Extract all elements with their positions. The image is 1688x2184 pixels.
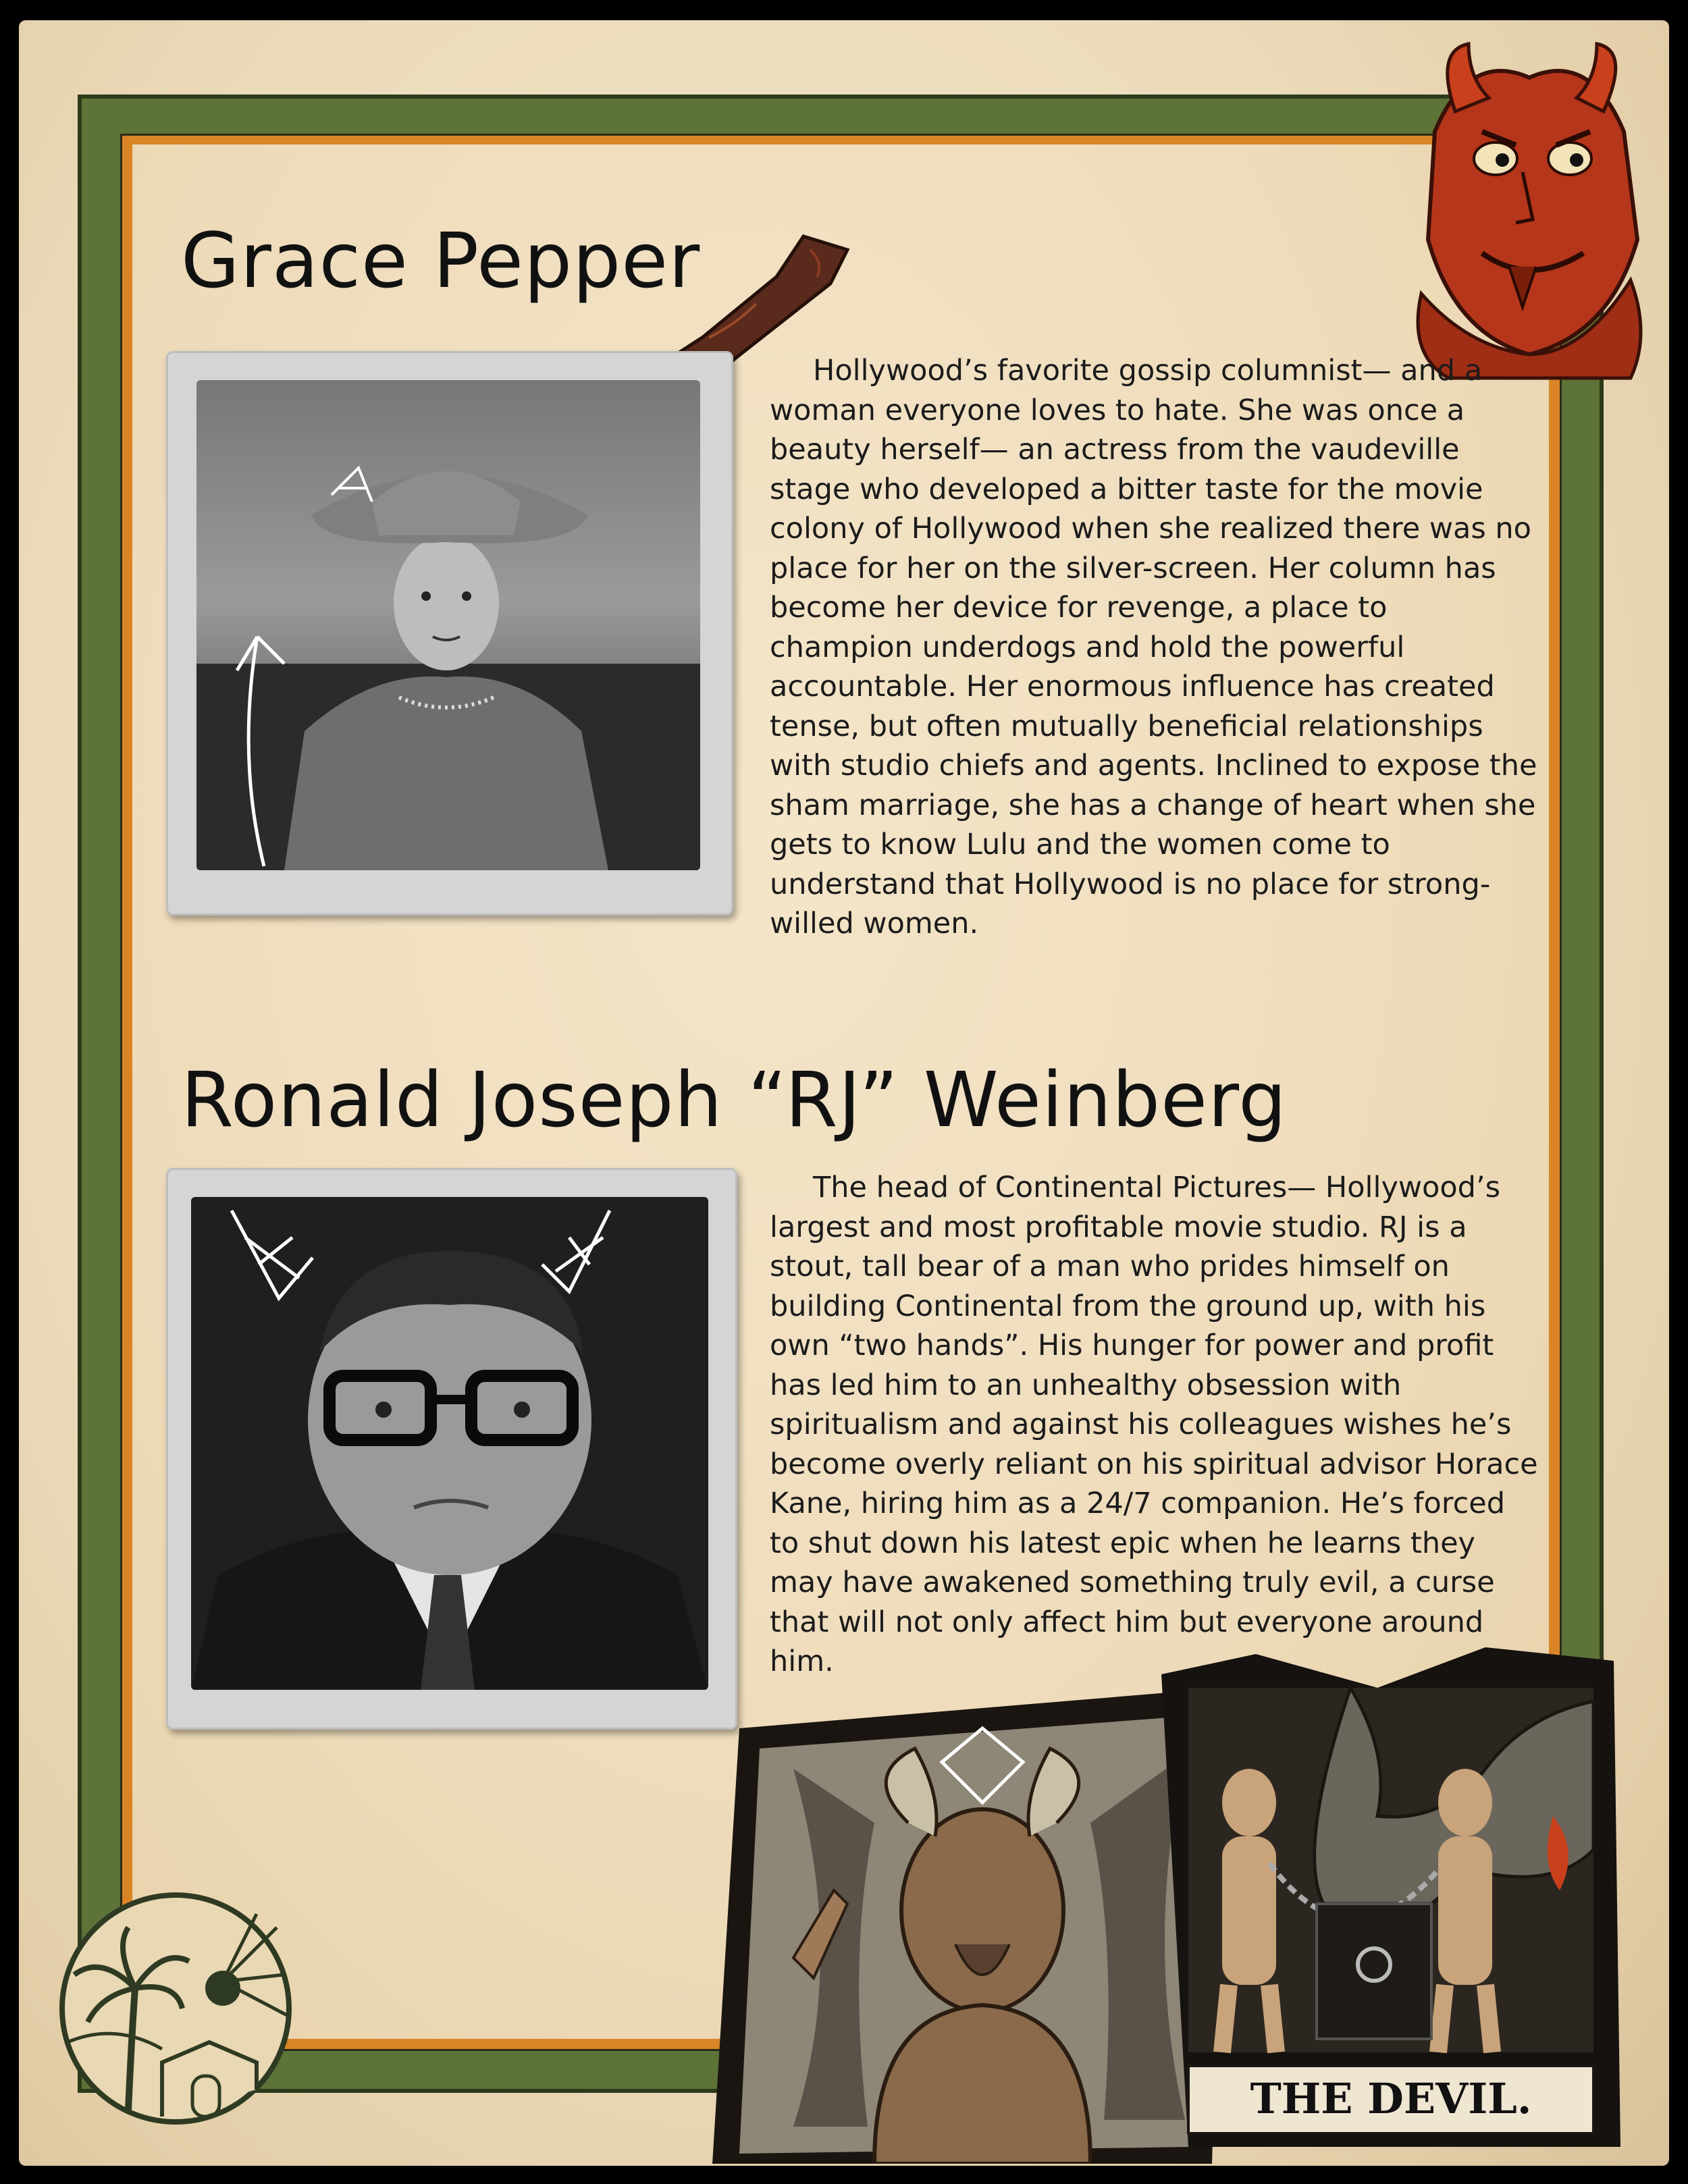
character-name-grace: Grace Pepper bbox=[181, 217, 701, 305]
grace-portrait-photo bbox=[196, 380, 700, 870]
palm-sunburst-emblem bbox=[54, 1887, 297, 2130]
rj-photo-frame bbox=[166, 1168, 737, 1730]
character-name-rj: Ronald Joseph “RJ” Weinberg bbox=[181, 1057, 1288, 1144]
devil-tarot-card bbox=[1148, 1647, 1620, 2147]
rj-bio-text: The head of Continental Pictures— Hollywood’s largest and most profitable movie studio. RJ is a stout, tall bear of a man who prides himself on building Continental from the ground up, with his own “two hands”. His hunger for power and profit has led him to an unhealthy obsession with spiritualism and against his colleagues wishes he’s become overly reliant on his spiritual advisor Horace Kane, hiring him as a 24/7 companion. He’s forced to shut down his latest epic when he learns they may have awakened something truly evil, a curse that will not only affect him but everyone around him. bbox=[770, 1171, 1538, 1678]
tarot-caption: THE DEVIL. bbox=[1250, 2074, 1532, 2123]
rj-portrait-photo bbox=[191, 1197, 708, 1690]
devil-head-illustration bbox=[1408, 37, 1651, 381]
grace-bio-text: Hollywood’s favorite gossip columnist— and a woman everyone loves to hate. She was once a beauty herself— an actress from the vaudeville stage who developed a bitter taste for the movie colony of Hollywood when she realized there was no place for her on the silver-screen. Her column has become her device for revenge, a place to champion underdogs and hold the powerful accountable. Her enormous influence has created tense, but often mutually beneficial relationships with studio chiefs and agents. Inclined to expose the sham marriage, she has a change of heart when she gets to know Lulu and the women come to understand that Hollywood is no place for strong-willed women. bbox=[770, 354, 1537, 940]
grace-photo-frame bbox=[166, 351, 733, 915]
